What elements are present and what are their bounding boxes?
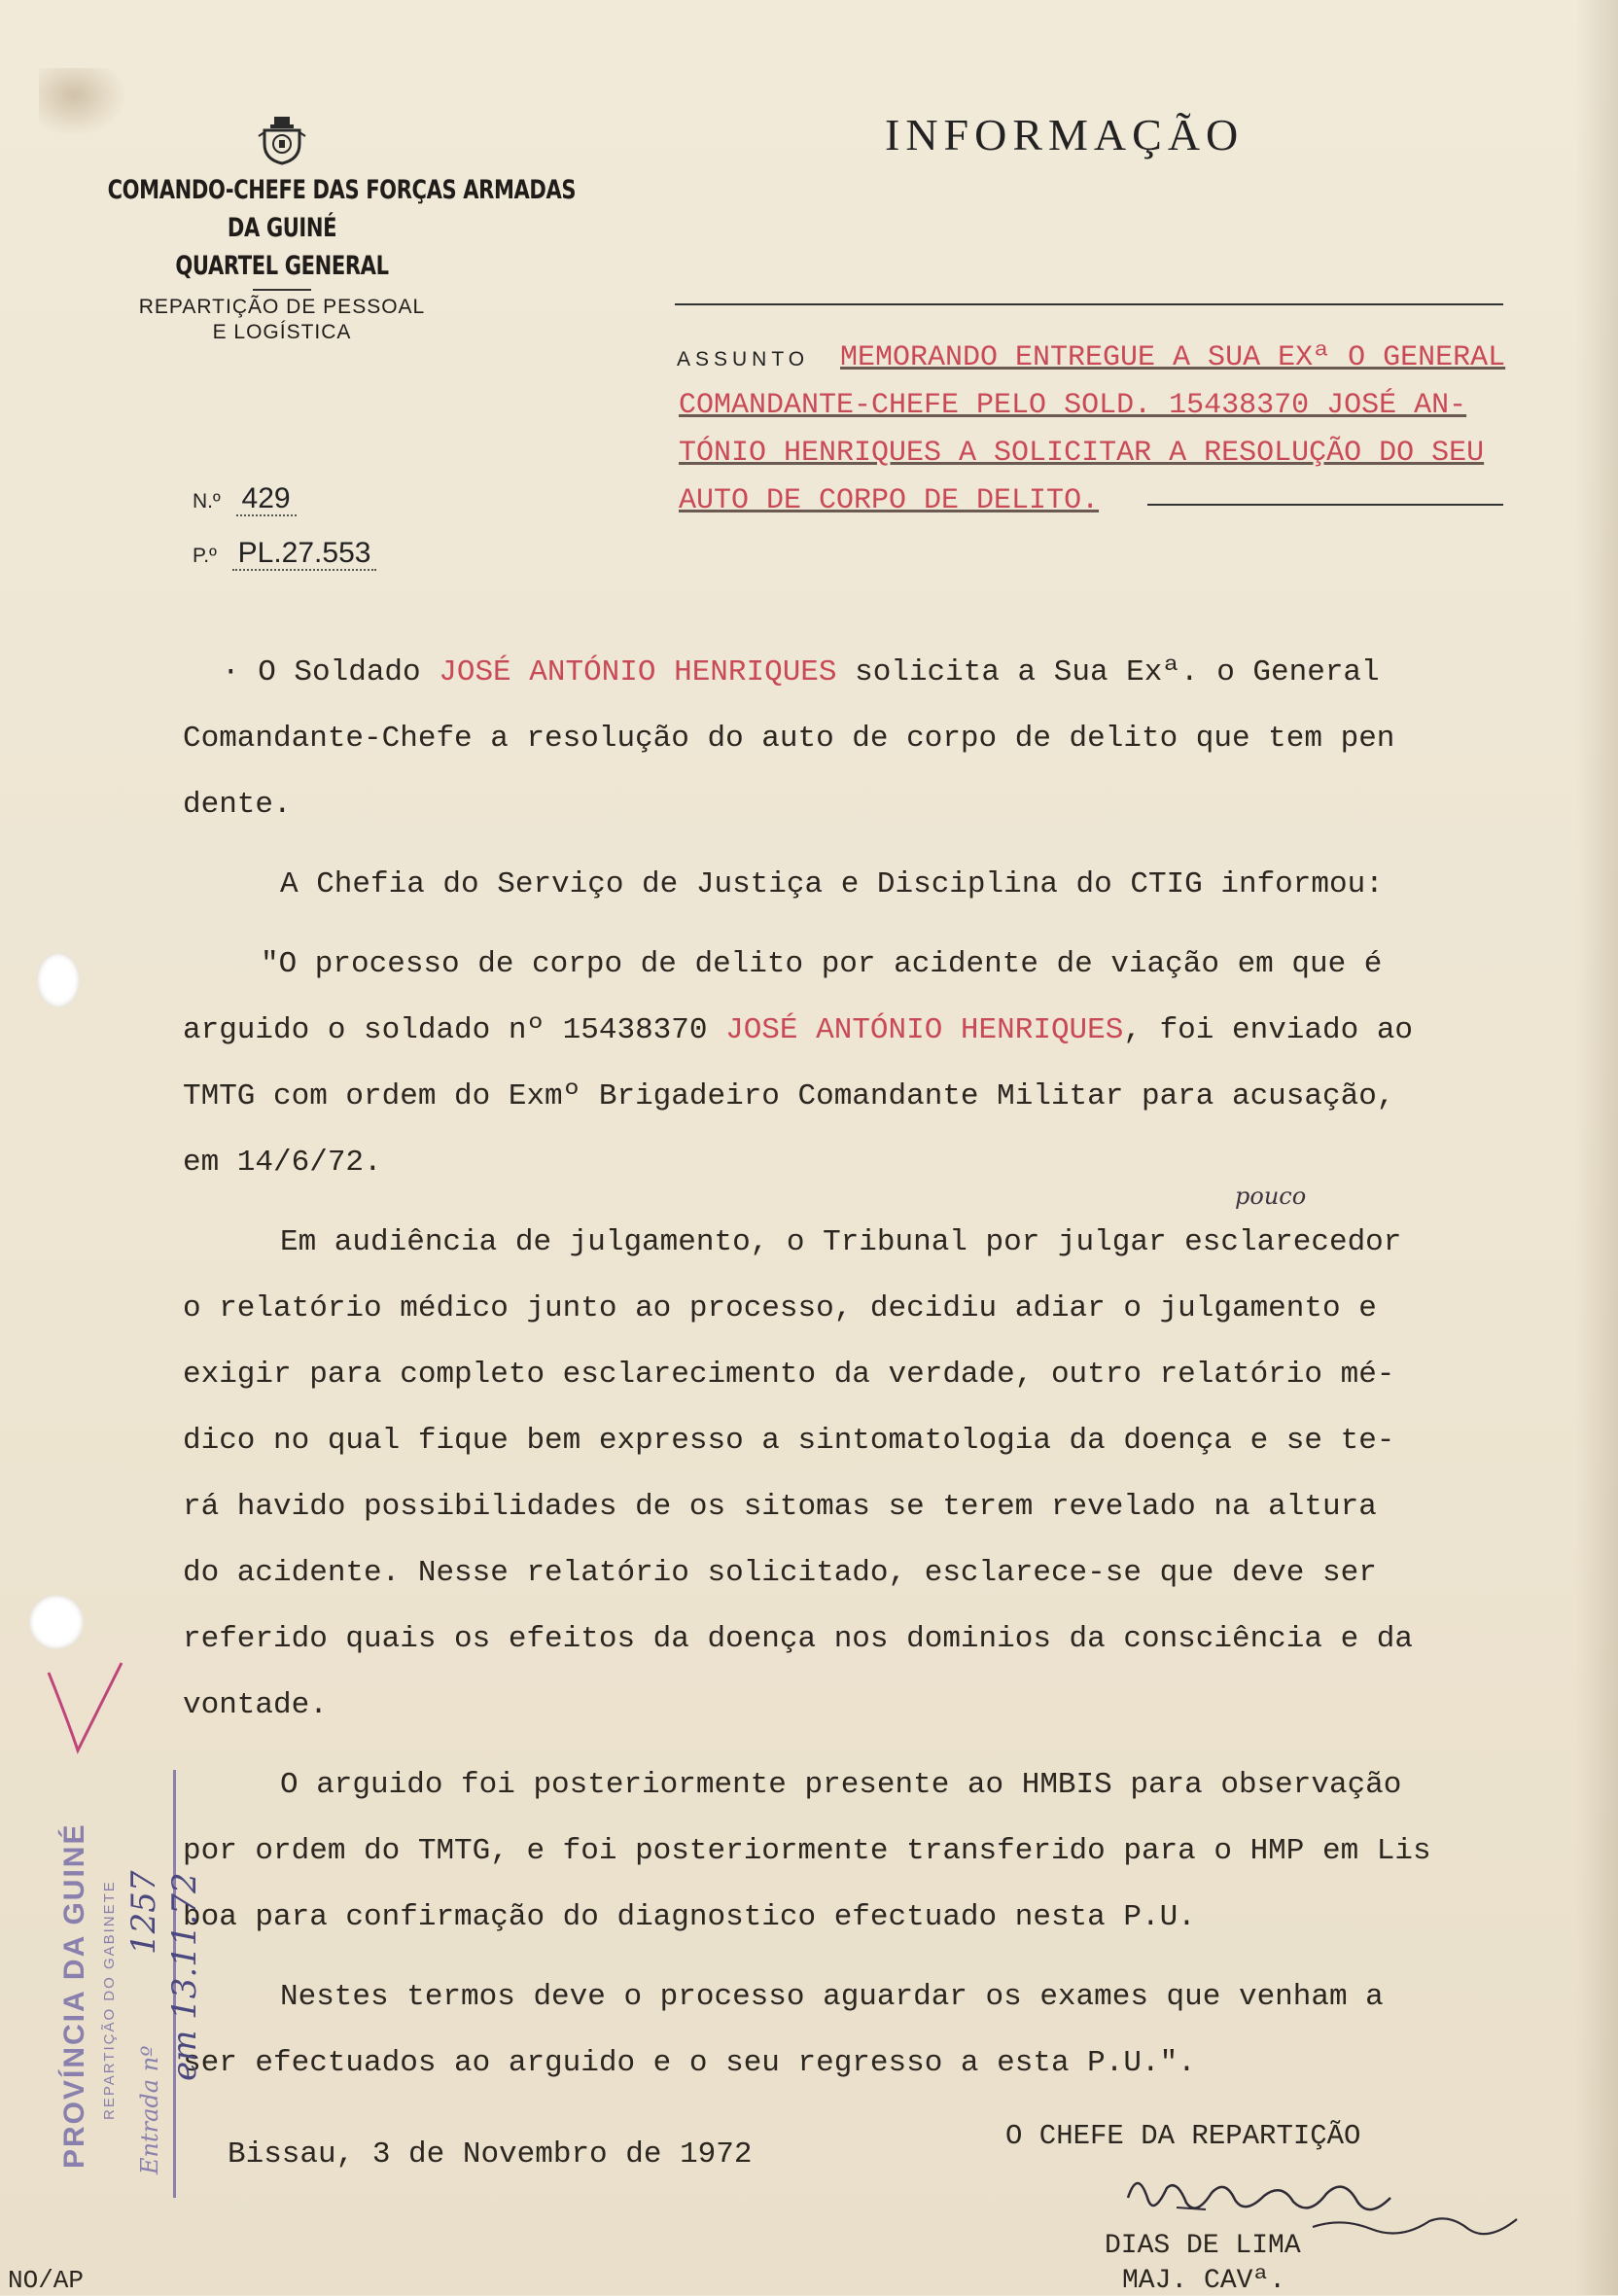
coat-of-arms-icon: [257, 115, 307, 165]
body-line: dente.: [183, 788, 292, 822]
signatory-rank: MAJ. CAVª.: [1122, 2266, 1286, 2296]
body-line: [183, 640, 1554, 706]
letterhead-line3: QUARTEL GENERAL: [175, 251, 389, 281]
department-line2: E LOGÍSTICA: [212, 321, 352, 343]
body-line: o relatório médico junto ao processo, decidiu adiar o julgamento e: [183, 1291, 1377, 1325]
subject-label: ASSUNTO: [677, 348, 810, 371]
footer-code: NO/AP: [8, 2266, 85, 2295]
process-number-label: P.º: [193, 545, 217, 567]
letterhead-line2: DA GUINÉ: [227, 213, 337, 243]
body-line: ser efectuados ao arguido e o seu regresso a esta P.U.".: [183, 2046, 1196, 2080]
soldier-name: JOSÉ ANTÓNIO HENRIQUES: [439, 655, 837, 689]
handwritten-annotation: pouco: [1235, 1183, 1307, 1210]
letterhead-line1: COMANDO-CHEFE DAS FORÇAS ARMADAS: [107, 175, 577, 205]
body-line: rá havido possibilidades de os sitomas se terem revelado na altura: [183, 1490, 1377, 1524]
soldier-name: JOSÉ ANTÓNIO HENRIQUES: [725, 1013, 1124, 1047]
body-line: boa para confirmação do diagnostico efectuado nesta P.U.: [183, 1900, 1196, 1934]
body-text-span: · O Soldado: [222, 655, 440, 689]
document-body: [183, 640, 1554, 2097]
body-line: referido quais os efeitos da doença nos dominios da consciência e da: [183, 1622, 1414, 1656]
body-line: exigir para completo esclarecimento da verdade, outro relatório mé-: [183, 1358, 1395, 1392]
signatory-title: O CHEFE DA REPARTIÇÃO: [1005, 2120, 1361, 2152]
body-text-span: solicita a Sua Exª. o General: [836, 655, 1380, 689]
body-line: TMTG com ordem do Exmº Brigadeiro Comandante Militar para acusação,: [183, 1079, 1395, 1113]
body-text-span: , foi enviado ao: [1123, 1013, 1414, 1047]
letterhead: [58, 115, 577, 345]
process-number: [193, 537, 376, 570]
body-line: por ordem do TMTG, e foi posteriormente transferido para o HMP em Lis: [183, 1834, 1431, 1868]
subject-line: TÓNIO HENRIQUES A SOLICITAR A RESOLUÇÃO DO SEU: [679, 437, 1485, 470]
subject-line: COMANDANTE-CHEFE PELO SOLD. 15438370 JOSÉ AN-: [679, 389, 1467, 422]
document-title: INFORMAÇÃO: [885, 110, 1245, 159]
letterhead-divider: [253, 289, 311, 291]
body-line: O arguido foi posteriormente presente ao HMBIS para observação: [280, 1768, 1402, 1802]
body-line: "O processo de corpo de delito por acidente de viação em que é: [261, 947, 1383, 981]
body-line: Nestes termos deve o processo aguardar os exames que venham a: [280, 1980, 1384, 2014]
reference-number: [193, 482, 297, 515]
stamp-entry-date: em 13.11.72: [165, 1872, 204, 2081]
subject-rule-top: [675, 303, 1503, 305]
stamp-province: PROVÍNCIA DA GUINÉ: [58, 1822, 90, 2169]
stamp-office: REPARTIÇÃO DO GABINETE: [101, 1880, 118, 2120]
body-line: Em audiência de julgamento, o Tribunal por julgar esclarecedor: [280, 1225, 1402, 1259]
subject-rule-bottom: [1147, 504, 1503, 506]
body-line: vontade.: [183, 1688, 328, 1722]
body-line: dico no qual fique bem expresso a sintomatologia da doença e se te-: [183, 1424, 1395, 1458]
body-line: em 14/6/72.: [183, 1146, 382, 1180]
punch-hole-top: [37, 953, 80, 1007]
process-number-value: PL.27.553: [232, 537, 377, 571]
body-line: do acidente. Nesse relatório solicitado, esclarece-se que deve ser: [183, 1556, 1377, 1590]
reference-number-label: N.º: [193, 490, 221, 512]
body-line: A Chefia do Serviço de Justiça e Disciplina do CTIG informou:: [280, 867, 1384, 901]
punch-hole-bottom: [29, 1595, 84, 1649]
reference-number-value: 429: [236, 482, 297, 516]
subject-line: MEMORANDO ENTREGUE A SUA EXª O GENERAL: [840, 341, 1506, 374]
department-line1: REPARTIÇÃO DE PESSOAL: [138, 296, 426, 318]
stamp-entry-label: Entrada nº: [136, 2045, 163, 2174]
signatory-name: DIAS DE LIMA: [1105, 2231, 1301, 2261]
body-text-span: arguido o soldado nº 15438370: [183, 1013, 726, 1047]
body-line: [183, 998, 1554, 1064]
stamp-entry-number: 1257: [124, 1870, 163, 1955]
place-and-date: Bissau, 3 de Novembro de 1972: [228, 2137, 753, 2172]
subject-line: AUTO DE CORPO DE DELITO.: [679, 484, 1100, 517]
body-line: Comandante-Chefe a resolução do auto de corpo de delito que tem pen: [183, 722, 1395, 756]
